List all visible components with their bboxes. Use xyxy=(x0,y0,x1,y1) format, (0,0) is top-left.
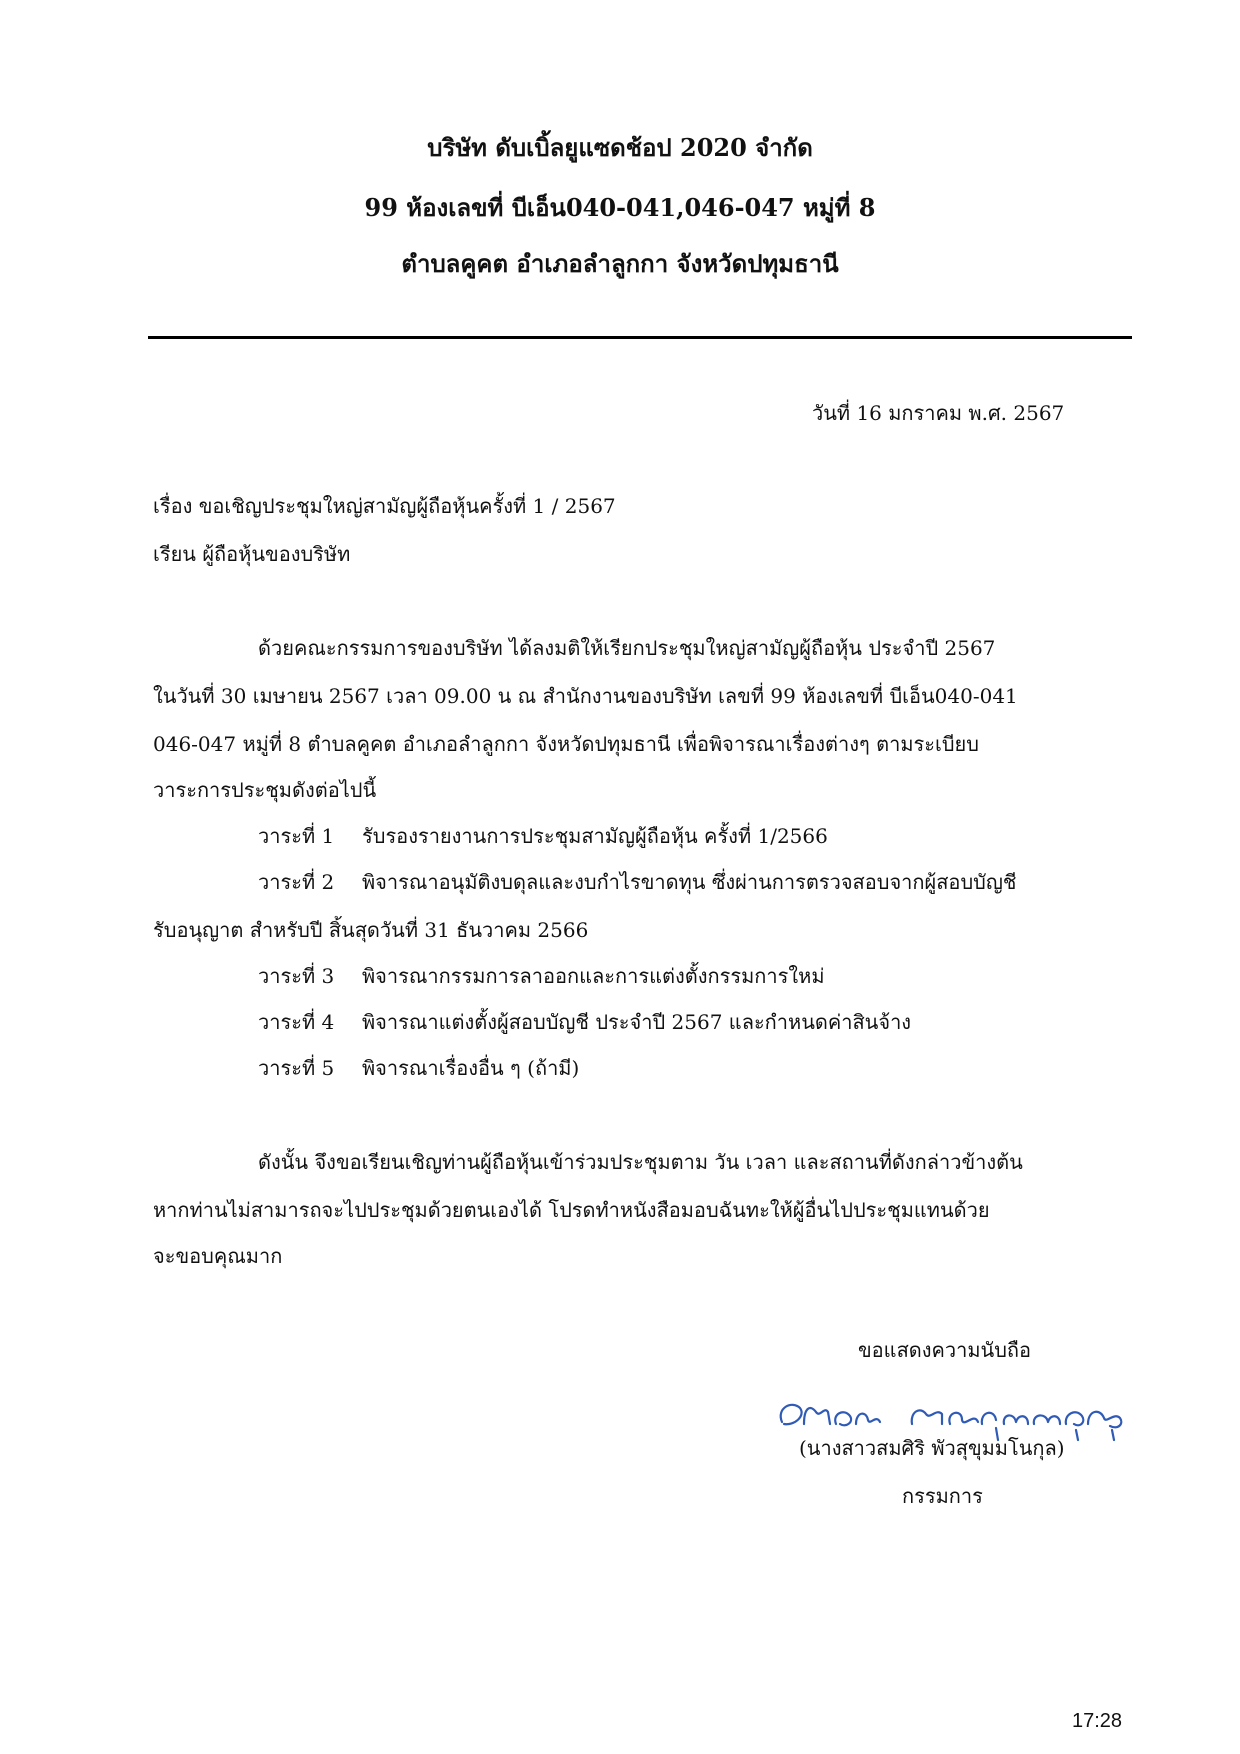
company-address-line-2: ตำบลคูคต อำเภอลำลูกกา จังหวัดปทุมธานี xyxy=(401,249,839,278)
agenda-2-label: วาระที่ 2 xyxy=(258,870,335,894)
intro-line-4: วาระการประชุมดังต่อไปนี้ xyxy=(153,778,377,802)
agenda-5-text: พิจารณาเรื่องอื่น ๆ (ถ้ามี) xyxy=(362,1056,580,1080)
signatory-name: (นางสาวสมศิริ พัวสุขุมมโนกุล) xyxy=(799,1436,1065,1460)
company-address-line-1: 99 ห้องเลขที่ บีเอ็น040-041,046-047 หมู่ที่ 8 xyxy=(364,193,876,222)
closing-line-2: หากท่านไม่สามารถจะไปประชุมด้วยตนเองได้ โปรดทำหนังสือมอบฉันทะให้ผู้อื่นไปประชุมแทนด้วย xyxy=(153,1198,990,1222)
regards: ขอแสดงความนับถือ xyxy=(858,1338,1032,1362)
closing-line-3: จะขอบคุณมาก xyxy=(153,1244,283,1268)
agenda-2-continuation: รับอนุญาต สำหรับปี สิ้นสุดวันที่ 31 ธันวาคม 2566 xyxy=(153,918,589,942)
letter-recipient: เรียน ผู้ถือหุ้นของบริษัท xyxy=(153,542,351,566)
intro-line-2: ในวันที่ 30 เมษายน 2567 เวลา 09.00 น ณ สำนักงานของบริษัท เลขที่ 99 ห้องเลขที่ บีเอ็น040-041 xyxy=(153,684,1018,708)
letter-subject: เรื่อง ขอเชิญประชุมใหญ่สามัญผู้ถือหุ้นครั้งที่ 1 / 2567 xyxy=(153,494,616,518)
intro-line-3: 046-047 หมู่ที่ 8 ตำบลคูคต อำเภอลำลูกกา จังหวัดปทุมธานี เพื่อพิจารณาเรื่องต่างๆ ตามระเบียบ xyxy=(153,732,979,756)
agenda-3-text: พิจารณากรรมการลาออกและการแต่งตั้งกรรมการใหม่ xyxy=(362,964,825,988)
agenda-4-text: พิจารณาแต่งตั้งผู้สอบบัญชี ประจำปี 2567 และกำหนดค่าสินจ้าง xyxy=(362,1010,912,1034)
agenda-4-label: วาระที่ 4 xyxy=(258,1010,335,1034)
signatory-title: กรรมการ xyxy=(902,1484,983,1508)
company-name: บริษัท ดับเบิ้ลยูแซดช้อป 2020 จำกัด xyxy=(427,133,813,162)
agenda-1-text: รับรองรายงานการประชุมสามัญผู้ถือหุ้น ครั้งที่ 1/2566 xyxy=(362,824,828,848)
header-divider xyxy=(148,336,1132,339)
agenda-2-text: พิจารณาอนุมัติงบดุลและงบกำไรขาดทุน ซึ่งผ่านการตรวจสอบจากผู้สอบบัญชี xyxy=(362,870,1017,894)
agenda-3-label: วาระที่ 3 xyxy=(258,964,335,988)
intro-line-1: ด้วยคณะกรรมการของบริษัท ได้ลงมติให้เรียกประชุมใหญ่สามัญผู้ถือหุ้น ประจำปี 2567 xyxy=(258,636,996,660)
footer-time: 17:28 xyxy=(1072,1710,1123,1732)
letter-date: วันที่ 16 มกราคม พ.ศ. 2567 xyxy=(812,401,1065,425)
agenda-5-label: วาระที่ 5 xyxy=(258,1056,335,1080)
agenda-1-label: วาระที่ 1 xyxy=(258,824,335,848)
closing-line-1: ดังนั้น จึงขอเรียนเชิญท่านผู้ถือหุ้นเข้าร่วมประชุมตาม วัน เวลา และสถานที่ดังกล่าวข้างต้น xyxy=(258,1150,1023,1174)
